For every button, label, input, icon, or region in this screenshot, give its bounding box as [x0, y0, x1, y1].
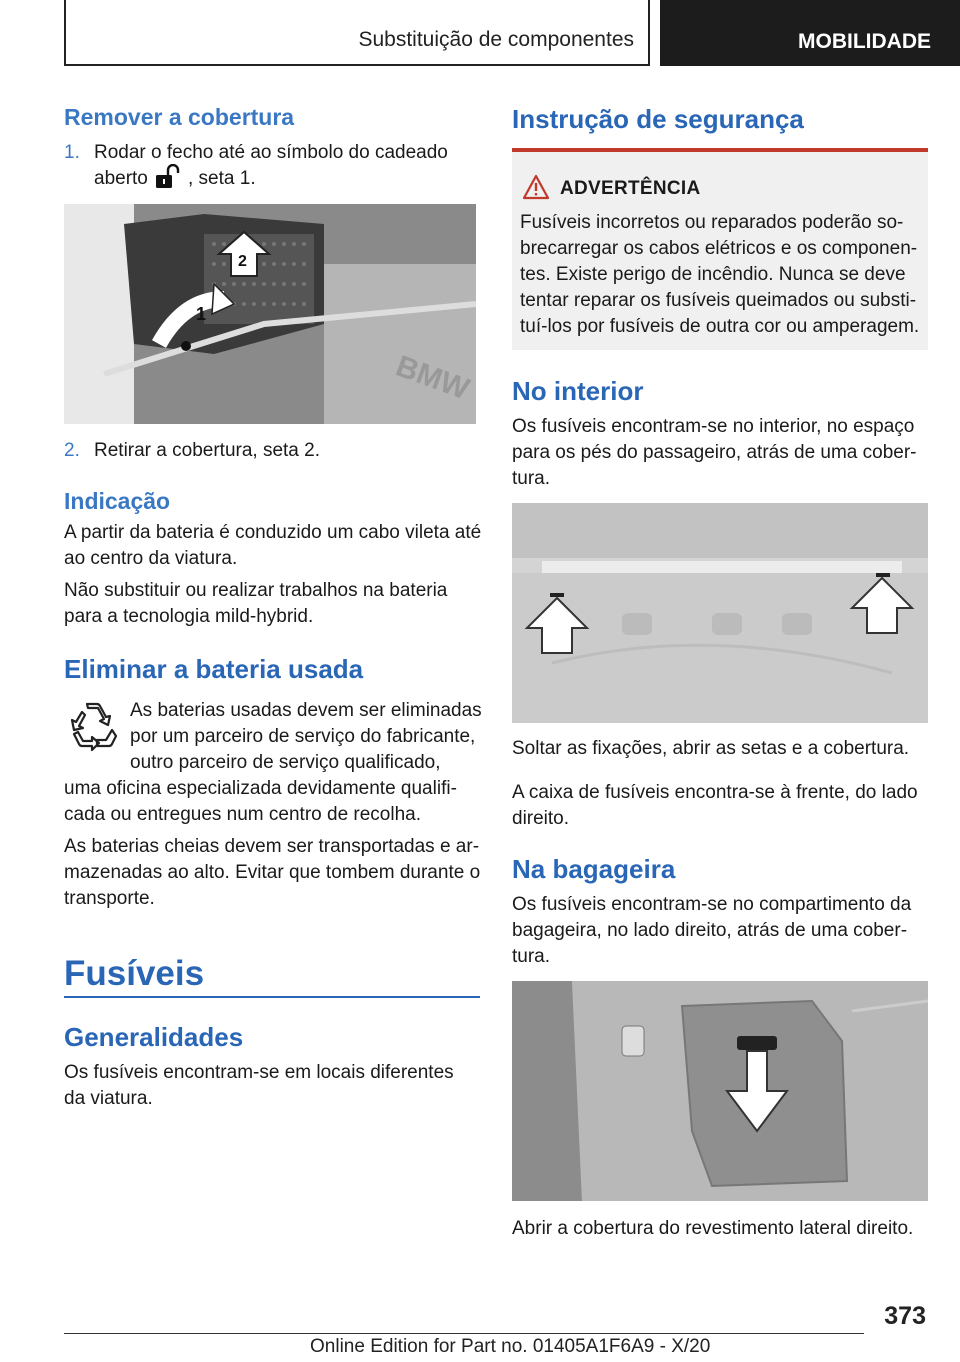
footer-edition: Online Edition for Part no. 01405A1F6A9 - X/20	[310, 1336, 711, 1357]
footer-rule	[64, 1333, 864, 1334]
step-2-number: 2.	[64, 440, 80, 461]
warning-line5: tuí-los por fusíveis de outra cor ou amperagem.	[520, 316, 920, 337]
header-chapter-tab[interactable]: MOBILIDADE	[660, 0, 960, 66]
warning-line4: tentar reparar os fusíveis queimados ou substi-	[520, 290, 917, 311]
general-heading: Generalidades	[64, 1022, 244, 1052]
interior-p2-line1: A caixa de fusíveis encontra-se à frente, do lado	[512, 782, 918, 803]
dispose-p2-line1: As baterias cheias devem ser transportadas e ar-	[64, 836, 480, 857]
warning-line3: tes. Existe perigo de incêndio. Nunca se deve	[520, 264, 906, 285]
warning-title: ADVERTÊNCIA	[560, 178, 701, 199]
header-section-title: Substituição de componentes	[358, 28, 634, 51]
interior-line2: para os pés do passageiro, atrás de uma cober-	[512, 442, 917, 463]
trunk-line2: bagageira, no lado direito, atrás de uma cober-	[512, 920, 908, 941]
fuses-heading-rule	[64, 996, 480, 998]
dispose-p2-line2: mazenadas ao alto. Evitar que tombem durante o	[64, 862, 481, 883]
trunk-heading: Na bagageira	[512, 854, 676, 884]
dispose-p2-line3: transporte.	[64, 888, 155, 909]
step-1-number: 1.	[64, 142, 80, 163]
remove-cover-heading: Remover a cobertura	[64, 104, 295, 130]
interior-heading: No interior	[512, 376, 644, 406]
step-1-text-line1: Rodar o fecho até ao símbolo do cadeado	[94, 142, 448, 163]
dispose-p1-line3: outro parceiro de serviço qualificado,	[130, 752, 441, 773]
dispose-p1-line5: cada ou entregues num centro de recolha.	[64, 804, 422, 825]
note-heading: Indicação	[64, 488, 171, 514]
step-1-text-line2a: aberto	[94, 168, 148, 189]
warning-line2: brecarregar os cabos elétricos e os componen-	[520, 238, 918, 259]
svg-text:1: 1	[196, 304, 207, 324]
step-2-text: Retirar a cobertura, seta 2.	[94, 440, 320, 461]
general-line1: Os fusíveis encontram-se em locais diferentes	[64, 1062, 454, 1083]
recycling-icon	[66, 700, 120, 754]
svg-text:BMW: BMW	[391, 349, 474, 407]
warning-line1: Fusíveis incorretos ou reparados poderão so-	[520, 212, 904, 233]
trunk-caption: Abrir a cobertura do revestimento lateral direito.	[512, 1218, 914, 1239]
general-line2: da viatura.	[64, 1088, 153, 1109]
dispose-p1-line2: por um parceiro de serviço do fabricante,	[130, 726, 476, 747]
step-1-text-line2b: , seta 1.	[188, 168, 256, 189]
note-p2-line1: Não substituir ou realizar trabalhos na bateria	[64, 580, 448, 601]
note-p2-line2: para a tecnologia mild-hybrid.	[64, 606, 314, 627]
safety-heading: Instrução de segurança	[512, 104, 804, 134]
page-number: 373	[884, 1302, 926, 1330]
trunk-photo	[512, 981, 928, 1201]
header-section-box	[64, 0, 650, 66]
dispose-p1-line1: As baterias usadas devem ser eliminadas	[130, 700, 482, 721]
interior-caption: Soltar as fixações, abrir as setas e a cobertura.	[512, 738, 910, 759]
interior-line1: Os fusíveis encontram-se no interior, no espaço	[512, 416, 915, 437]
trunk-line3: tura.	[512, 946, 551, 967]
footwell-photo	[512, 503, 928, 723]
engine-bay-photo	[64, 204, 476, 424]
note-p1-line1: A partir da bateria é conduzido um cabo vileta até	[64, 522, 482, 543]
dispose-heading: Eliminar a bateria usada	[64, 654, 364, 684]
note-p1-line2: ao centro da viatura.	[64, 548, 238, 569]
interior-p2-line2: direito.	[512, 808, 570, 829]
svg-text:2: 2	[238, 253, 247, 270]
warning-box	[512, 148, 928, 350]
interior-line3: tura.	[512, 468, 551, 489]
dispose-p1-line4: uma oficina especializada devidamente qualifi-	[64, 778, 457, 799]
trunk-line1: Os fusíveis encontram-se no compartimento da	[512, 894, 912, 915]
open-padlock-icon	[154, 164, 184, 190]
warning-triangle-icon	[522, 174, 550, 200]
fuses-heading: Fusíveis	[64, 954, 205, 993]
